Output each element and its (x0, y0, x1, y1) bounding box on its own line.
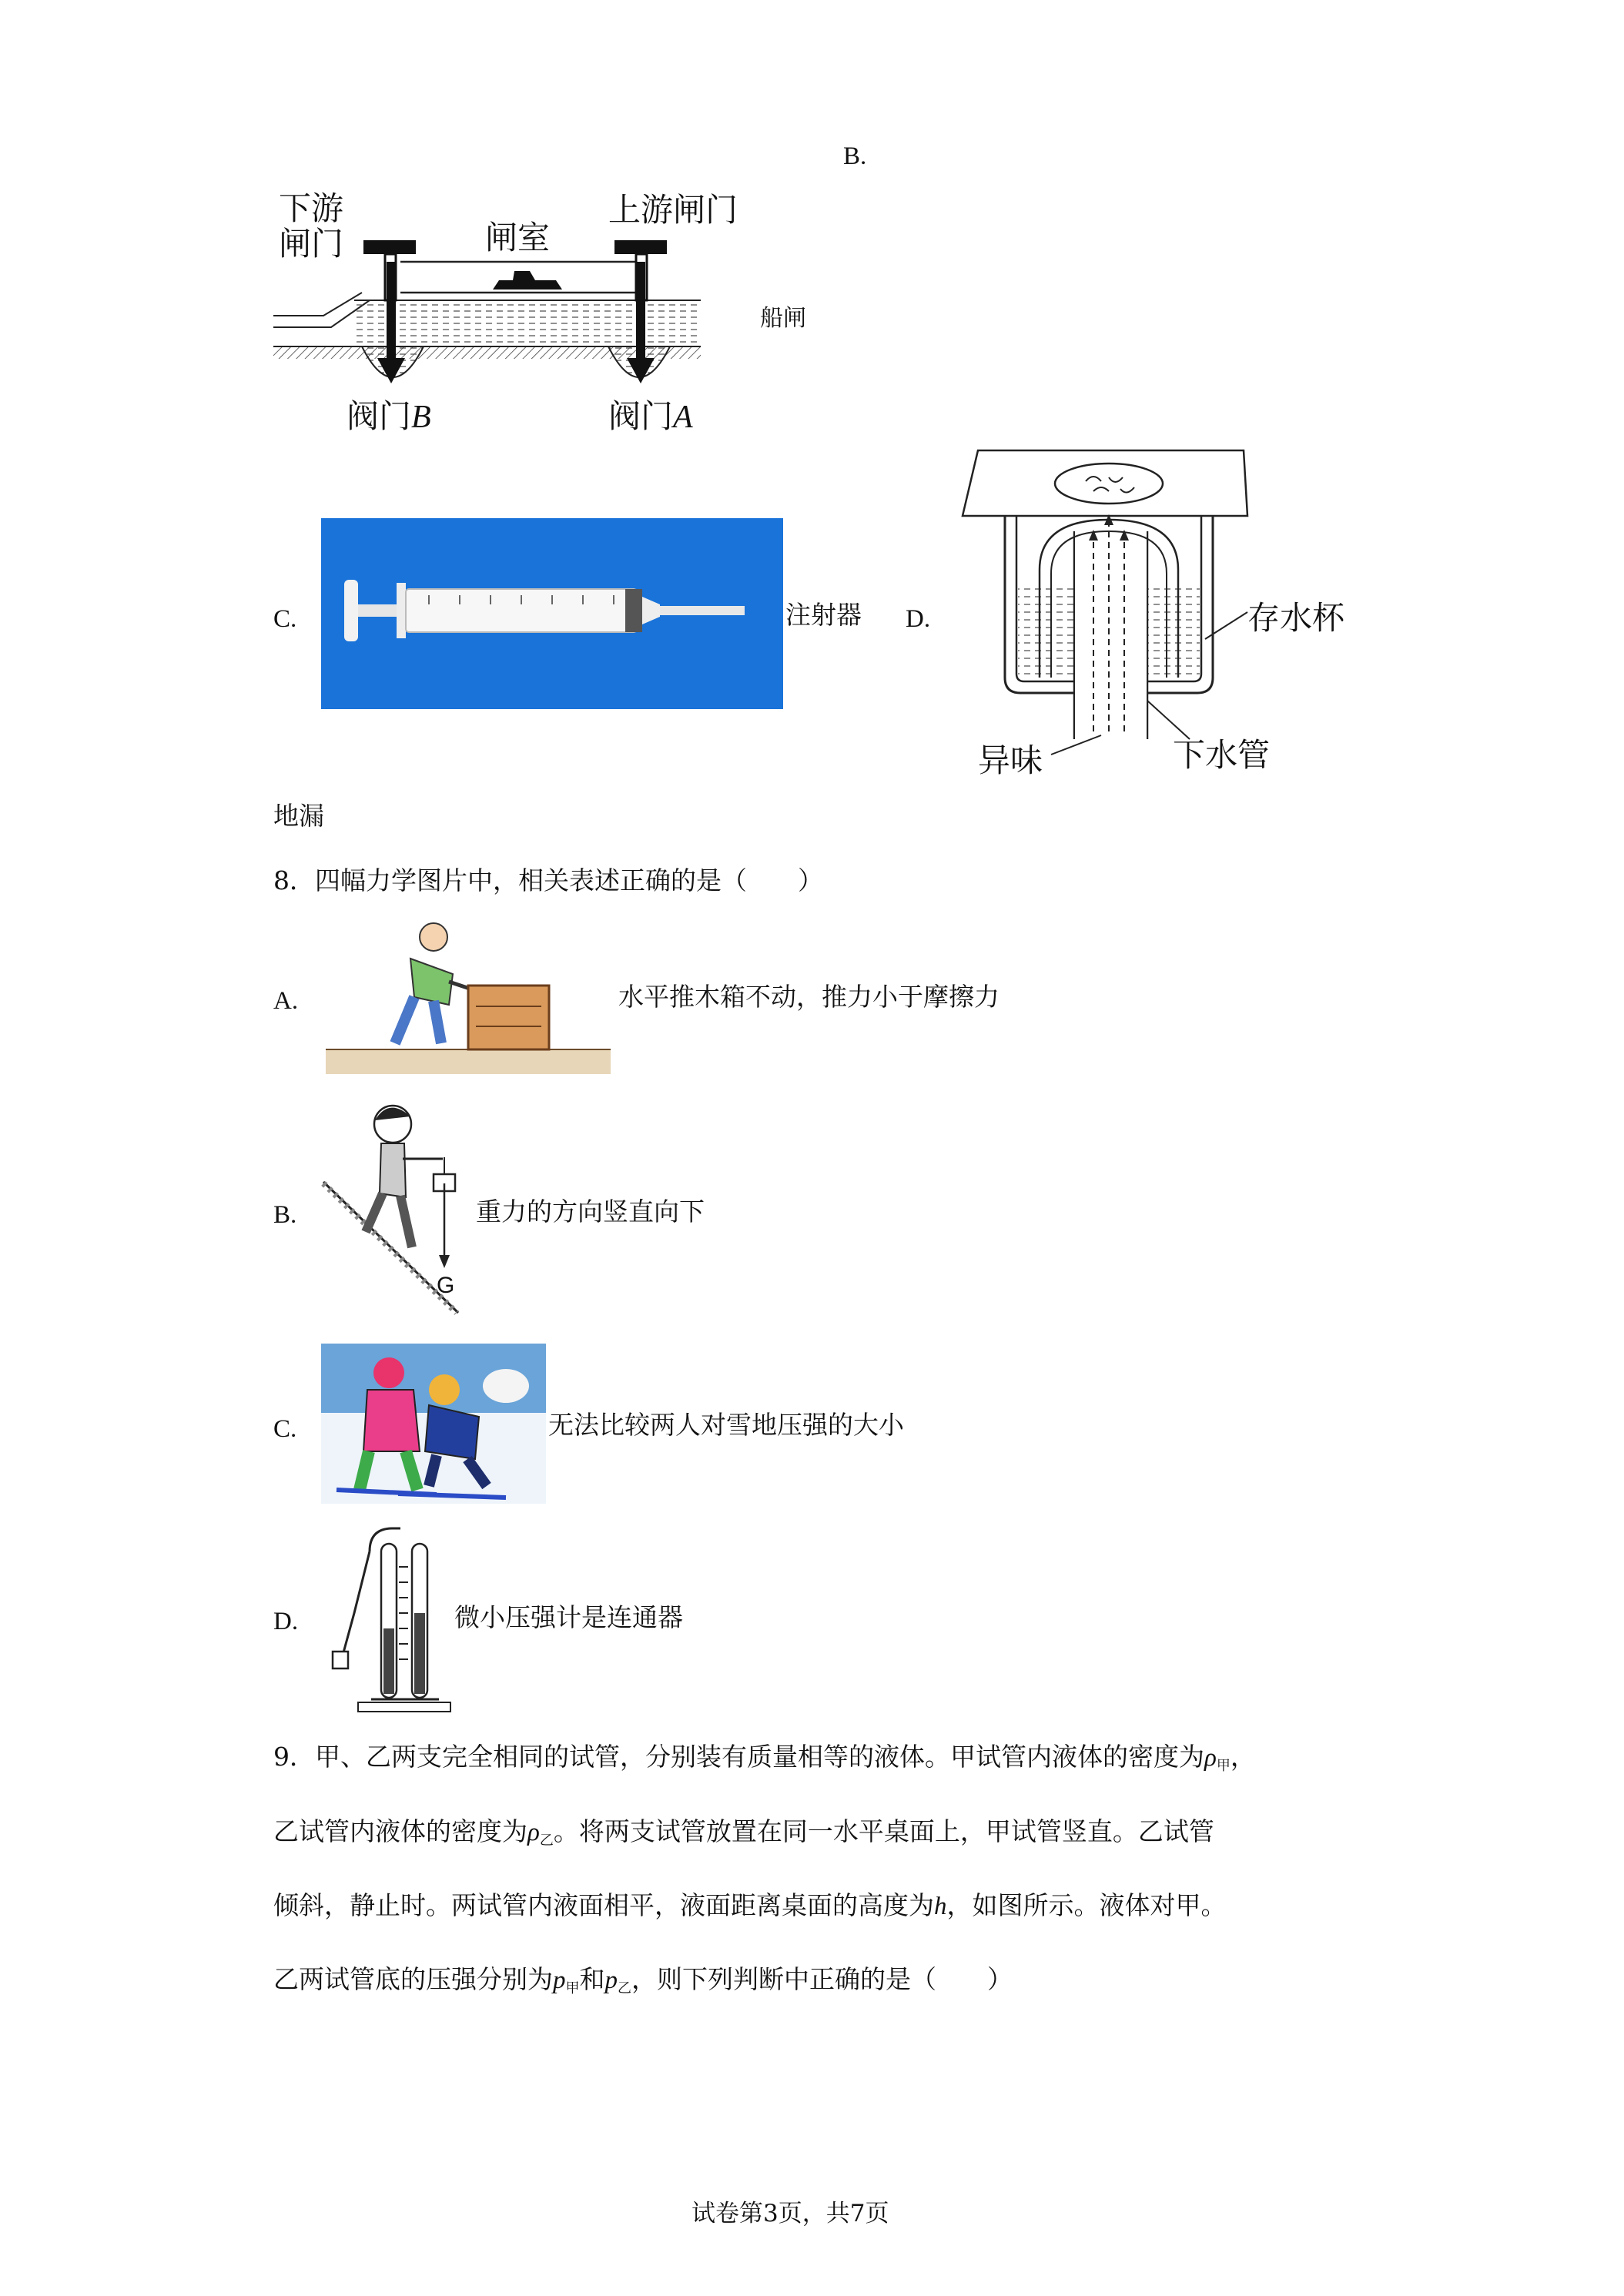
downstream-gate-label: 下游 闸门 (279, 189, 344, 263)
question-8-stem: 8．四幅力学图片中，相关表述正确的是（ ） (273, 865, 823, 895)
question-9-line-4: 乙两试管底的压强分别为$p_甲$和$p_乙$，则下列判断中正确的是（ ） (273, 1964, 1013, 1996)
water-cup-label: 存水杯 (1247, 599, 1345, 637)
syringe-photo (321, 518, 783, 709)
gravity-figure (320, 1097, 474, 1313)
floor-drain-figure (959, 447, 1359, 778)
valve-b-label: 阀门B (347, 397, 431, 435)
push-box-figure (326, 920, 611, 1074)
option-b-label: B. (843, 142, 867, 170)
option-c-label: C. (273, 605, 297, 633)
floor-drain-caption: 地漏 (273, 801, 324, 831)
q8-option-d-label: D. (273, 1608, 299, 1635)
syringe-caption: 注射器 (785, 600, 862, 630)
question-9-line-2: 乙试管内液体的密度为$\rho_乙$。将两支试管放置在同一水平桌面上，甲试管竖直。乙试管 (273, 1816, 1214, 1849)
q8-option-b-text: 重力的方向竖直向下 (476, 1197, 705, 1227)
option-d-label: D. (906, 605, 931, 633)
micro-manometer-figure (323, 1521, 454, 1721)
q8-option-c-label: C. (273, 1415, 297, 1443)
q8-option-c-text: 无法比较两人对雪地压强的大小 (548, 1410, 904, 1440)
question-9-line-3: 倾斜，静止时。两试管内液面相平，液面距离桌面的高度为h，如图所示。液体对甲。 (273, 1890, 1227, 1920)
question-9-line-1: 9．甲、乙两支完全相同的试管，分别装有质量相等的液体。甲试管内液体的密度为$\rho_甲$， (273, 1742, 1256, 1774)
valve-a-label: 阀门A (608, 397, 693, 435)
q8-option-b-label: B. (273, 1201, 297, 1229)
lock-chamber-label: 闸室 (485, 219, 551, 256)
snow-skiers-photo (321, 1344, 546, 1504)
q8-option-a-label: A. (273, 987, 299, 1015)
odor-label: 异味 (978, 741, 1043, 779)
drain-pipe-label: 下水管 (1173, 736, 1271, 774)
ship-lock-caption: 船闸 (760, 305, 806, 332)
page-footer: 试卷第3页，共7页 (691, 2200, 889, 2227)
upstream-gate-label: 上游闸门 (608, 191, 738, 229)
q8-option-a-text: 水平推木箱不动，推力小于摩擦力 (618, 982, 1000, 1012)
gravity-arrow-label: G (437, 1273, 455, 1298)
ship-lock-figure (270, 185, 806, 439)
q8-option-d-text: 微小压强计是连通器 (454, 1602, 683, 1632)
